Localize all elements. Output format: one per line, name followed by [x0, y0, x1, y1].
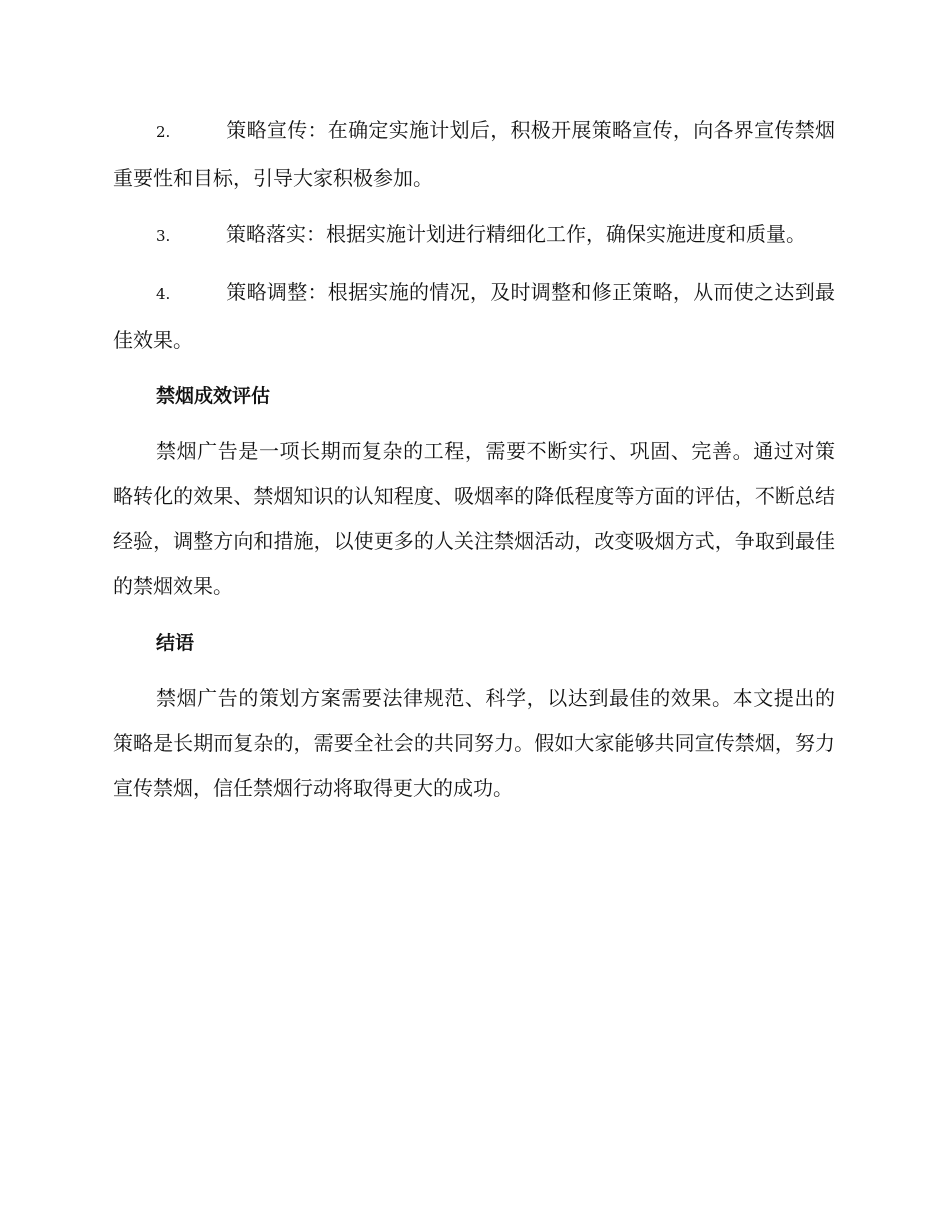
list-item-4	[113, 269, 835, 363]
list-number: 4.	[156, 285, 171, 303]
list-text: 策略调整：根据实施的情况，及时调整和修正策略，从而使之达到最佳效果。	[113, 280, 835, 352]
section-heading-conclusion: 结语	[156, 632, 195, 654]
section-paragraph-conclusion: 禁烟广告的策划方案需要法律规范、科学，以达到最佳的效果。本文提出的策略是长期而复杂的，需要全社会的共同努力。假如大家能够共同宣传禁烟，努力宣传禁烟，信任禁烟行动将取得更大的成功。	[113, 686, 835, 800]
section-heading-evaluation: 禁烟成效评估	[156, 385, 271, 407]
list-item-2	[113, 107, 835, 201]
document-body	[113, 107, 835, 822]
section-paragraph-evaluation: 禁烟广告是一项长期而复杂的工程，需要不断实行、巩固、完善。通过对策略转化的效果、禁烟知识的认知程度、吸烟率的降低程度等方面的评估，不断总结经验，调整方向和措施，以使更多的人关注禁烟活动，改变吸烟方式，争取到最佳的禁烟效果。	[113, 439, 835, 598]
list-text: 策略落实：根据实施计划进行精细化工作，确保实施进度和质量。	[226, 222, 806, 246]
list-text: 策略宣传：在确定实施计划后，积极开展策略宣传，向各界宣传禁烟重要性和目标，引导大家积极参加。	[113, 118, 835, 190]
list-number: 3.	[156, 227, 171, 245]
list-number: 2.	[156, 123, 171, 141]
list-item-3	[113, 211, 835, 259]
